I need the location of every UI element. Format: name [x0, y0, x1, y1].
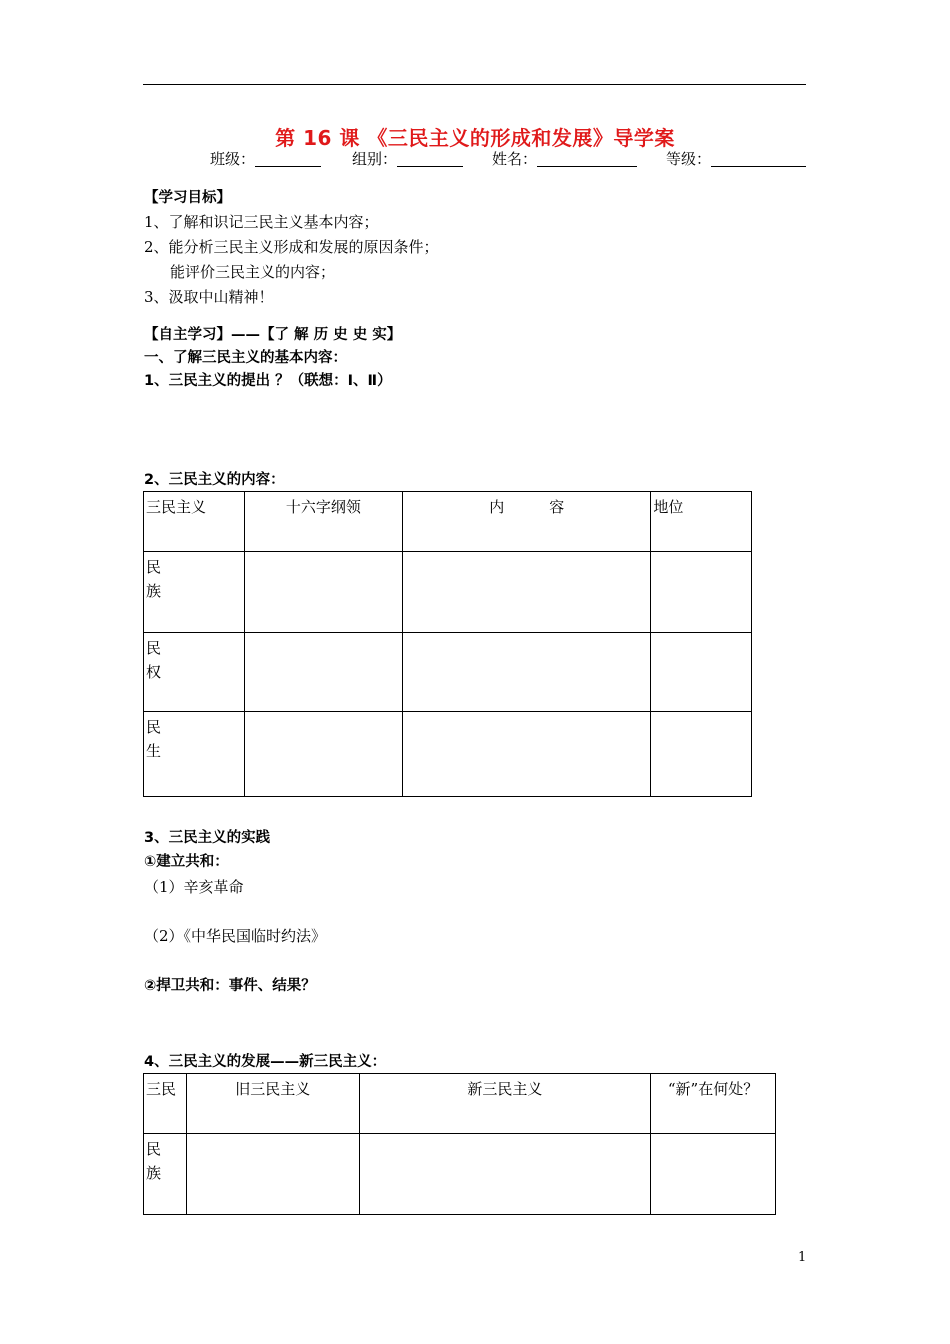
goals-heading: 【学习目标】: [144, 190, 231, 206]
group-field: [352, 148, 463, 169]
question-3a: ①建立共和：: [144, 854, 229, 870]
table-header-cell: 地位: [653, 498, 684, 516]
class-field: [210, 148, 321, 169]
question-3b: ②捍卫共和：事件、结果？: [144, 978, 316, 994]
row-label: 权: [146, 663, 162, 681]
table-cell[interactable]: [651, 552, 752, 633]
goal-item: 2、能分析三民主义形成和发展的原因条件；: [144, 238, 439, 256]
question-3: 3、三民主义的实践: [144, 830, 271, 846]
row-label: 民: [146, 1140, 162, 1158]
question-4: 4、三民主义的发展——新三民主义：: [144, 1054, 387, 1070]
question-3a-1: （1）辛亥革命: [144, 878, 244, 896]
row-label: 族: [146, 1164, 162, 1182]
goal-item: 能评价三民主义的内容；: [170, 263, 336, 281]
class-label: 班级：: [210, 150, 256, 168]
question-2: 2、三民主义的内容：: [144, 472, 285, 488]
grade-blank[interactable]: [711, 151, 806, 167]
table-cell[interactable]: [359, 1134, 650, 1215]
table-header-row: [144, 1074, 776, 1134]
name-label: 姓名：: [492, 150, 538, 168]
table-cell[interactable]: [244, 633, 402, 712]
table-cell[interactable]: [651, 1134, 776, 1215]
name-blank[interactable]: [537, 151, 637, 167]
grade-label: 等级：: [666, 150, 712, 168]
content-table: [143, 491, 752, 797]
table-header-cell: 三民: [146, 1080, 177, 1098]
table-row: [144, 1134, 776, 1215]
table-header-cell: 新三民主义: [467, 1080, 543, 1098]
table-cell[interactable]: [651, 712, 752, 797]
row-label: 民: [146, 558, 162, 576]
table-cell[interactable]: [244, 552, 402, 633]
table-cell[interactable]: [403, 633, 651, 712]
name-field: [492, 148, 637, 169]
table-header-cell: 内 容: [489, 498, 565, 516]
question-1: 1、三民主义的提出 ？（联想：Ⅰ、Ⅱ）: [144, 373, 392, 389]
goal-item: 1、了解和识记三民主义基本内容；: [144, 213, 379, 231]
table-header-cell: 旧三民主义: [235, 1080, 311, 1098]
top-rule: [143, 84, 806, 85]
self-study-heading: 【自主学习】——【了 解 历 史 史 实】: [144, 327, 402, 343]
goal-item: 3、汲取中山精神！: [144, 288, 274, 306]
question-3a-2: （2）《中华民国临时约法》: [144, 927, 327, 945]
table-header-cell: 十六字纲领: [285, 498, 361, 516]
row-label: 生: [146, 742, 162, 760]
table-row: [144, 712, 752, 797]
group-blank[interactable]: [397, 151, 463, 167]
class-blank[interactable]: [255, 151, 321, 167]
group-label: 组别：: [352, 150, 398, 168]
page-title: 第 16 课 《三民主义的形成和发展》导学案: [275, 126, 675, 150]
table-header-cell: “新”在何处？: [667, 1080, 759, 1098]
page-number: 1: [798, 1250, 807, 1265]
table-cell[interactable]: [403, 552, 651, 633]
table-cell[interactable]: [244, 712, 402, 797]
row-label: 民: [146, 718, 162, 736]
row-label: 族: [146, 582, 162, 600]
table-cell[interactable]: [186, 1134, 359, 1215]
row-label: 民: [146, 639, 162, 657]
table-cell[interactable]: [403, 712, 651, 797]
section-heading: 一、了解三民主义的基本内容：: [144, 350, 347, 366]
table-cell[interactable]: [651, 633, 752, 712]
table-header-cell: 三民主义: [146, 498, 207, 516]
table-row: [144, 633, 752, 712]
comparison-table: [143, 1073, 776, 1215]
table-header-row: [144, 492, 752, 552]
table-row: [144, 552, 752, 633]
grade-field: [666, 148, 806, 169]
